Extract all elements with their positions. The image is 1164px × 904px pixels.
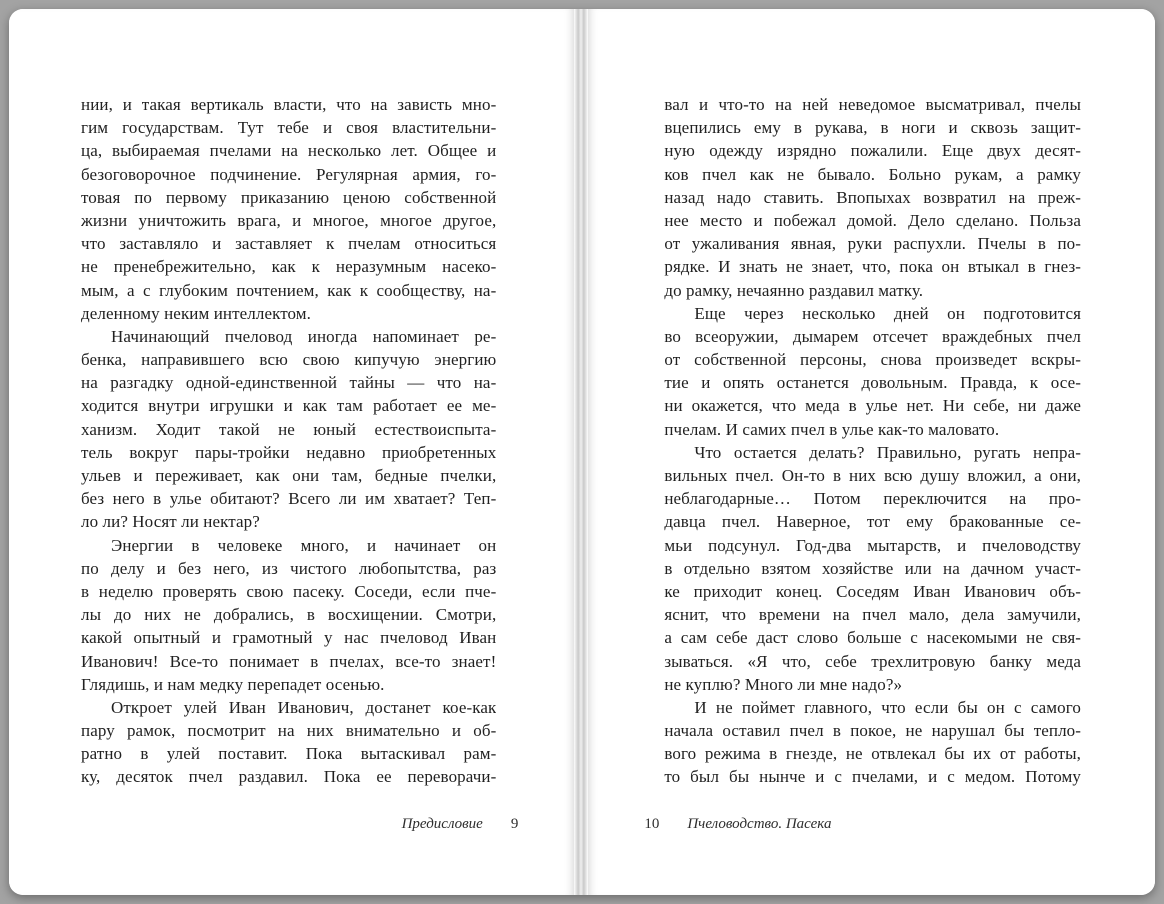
text-line: от собственной персоны, снова произведет вскры- <box>664 350 1082 370</box>
text-line: мым, а с глубоким почтением, как к сообществу, на- <box>81 280 497 300</box>
left-page <box>9 9 574 895</box>
left-page-text <box>81 93 496 789</box>
text-line: начала оставил пчел в покое, не нарушал бы тепло- <box>664 721 1082 741</box>
book-spread <box>9 9 1155 895</box>
text-line: нее место и побежал домой. Дело сделано. Польза <box>664 210 1082 230</box>
text-line: И не поймет главного, что если бы он с самого <box>694 697 1082 717</box>
text-line: то был бы нынче и с пчелами, и с медом. Потому <box>664 767 1082 787</box>
text-line: нии, и такая вертикаль власти, что на зависть мно- <box>81 95 497 114</box>
text-line: Энергии в человеке много, и начинает он <box>111 535 497 555</box>
text-line: ную одежду изрядно пожалили. Еще двух десят- <box>664 141 1082 161</box>
text-line: неблагодарные… Потом переключится на про- <box>664 489 1082 509</box>
text-line: вцепились ему в рукава, в ноги и сквозь защит- <box>664 118 1082 138</box>
text-line: Откроет улей Иван Иванович, достанет кое-как <box>111 697 497 717</box>
text-line: вильных пчел. Он-то в них всю душу вложил, а они, <box>664 466 1082 485</box>
right-page-footer <box>644 815 831 833</box>
text-line: ло ли? Носят ли нектар? <box>81 512 260 532</box>
text-line: пару рамок, посмотрит на них внимательно и об- <box>81 721 497 741</box>
left-footer-page-number: 9 <box>510 816 519 832</box>
text-line: во всеоружии, дымарем отсечет враждебных пчел <box>664 326 1082 346</box>
text-line: не пренебрежительно, как к неразумным насеко- <box>81 257 497 277</box>
text-line: ходится внутри игрушки и как там работает ее ме- <box>81 396 497 416</box>
left-footer-section-title: Предисловие <box>401 816 483 832</box>
text-line: Еще через несколько дней он подготовится <box>694 303 1082 323</box>
text-line: ков пчел как не бывало. Больно рукам, а рамку <box>664 164 1082 184</box>
text-line: лы до них не добрались, в восхищении. Смотри, <box>81 605 497 625</box>
text-line: до рамку, нечаянно раздавил матку. <box>664 280 924 300</box>
text-line: бенка, направившего всю свою кипучую энергию <box>81 350 497 370</box>
right-page <box>588 9 1155 895</box>
text-line: ратно в улей поставит. Пока вытаскивал рам- <box>81 744 497 764</box>
text-line: ханизм. Ходит такой не юный естествоиспыта- <box>81 419 497 439</box>
text-line: ке приходит конец. Соседям Иван Иванович объ- <box>664 581 1082 601</box>
text-line: товая по первому приказанию ценою собственной <box>81 187 497 207</box>
text-line: деленному неким интеллектом. <box>81 303 312 323</box>
text-line: Начинающий пчеловод иногда напоминает ре- <box>111 326 497 346</box>
text-line: ульев и переживает, как они там, бедные пчелки, <box>81 466 497 485</box>
text-line: в неделю проверять свою пасеку. Соседи, если пче- <box>81 581 497 601</box>
text-line: без него в улье обитают? Всего ли им хватает? Теп- <box>81 489 497 509</box>
text-line: тель вокруг пары-тройки недавно приобретенных <box>81 442 497 462</box>
text-line: жизни уничтожить врага, и многое, многое другое, <box>81 210 497 230</box>
text-line: пчелам. И самих пчел в улье как-то маловато. <box>664 419 1000 439</box>
right-page-text <box>664 93 1081 789</box>
text-line: мьи подсунул. Год-два мытарств, и пчеловодству <box>664 535 1082 555</box>
left-page-footer <box>402 815 519 833</box>
text-line: ца, выбираемая пчелами на несколько лет. Общее и <box>81 141 497 161</box>
text-line: ку, десяток пчел раздавил. Пока ее переворачи- <box>81 767 497 787</box>
text-line: назад надо ставить. Впопыхах возвратил на преж- <box>664 187 1082 207</box>
text-line: на разгадку одной-единственной тайны — что на- <box>81 373 497 393</box>
text-line: Иванович! Все-то понимает в пчелах, все-то знает! <box>81 651 497 671</box>
text-line: рядке. И знать не знает, что, пока он втыкал в гнез- <box>664 257 1082 277</box>
text-line: безоговорочное подчинение. Регулярная армия, го- <box>81 164 497 184</box>
text-line: от ужаливания явная, руки распухли. Пчелы в по- <box>664 234 1082 254</box>
right-footer-page-number: 10 <box>644 816 660 832</box>
text-line: Что остается делать? Правильно, ругать непра- <box>694 442 1082 462</box>
text-line: по делу и без него, из чистого любопытства, раз <box>81 558 497 578</box>
text-line: зываться. «Я что, себе трехлитровую банку меда <box>664 651 1082 671</box>
text-line: что заставляло и заставляет к пчелам относиться <box>81 234 497 254</box>
text-line: а сам себе даст слово больше с насекомыми не свя- <box>664 628 1082 648</box>
text-line: какой опытный и грамотный у нас пчеловод Иван <box>81 628 497 648</box>
text-line: не куплю? Много ли мне надо?» <box>664 674 903 694</box>
text-line: гим государствам. Тут тебе и своя властительни- <box>81 118 497 138</box>
text-line: ни окажется, что меда в улье нет. Ни себе, ни даже <box>664 396 1082 416</box>
text-line: яснит, что времени на пчел мало, дела замучили, <box>664 605 1082 625</box>
right-footer-book-title: Пчеловодство. Пасека <box>687 816 832 832</box>
text-line: тие и опять останется довольным. Правда, к осе- <box>664 373 1082 393</box>
text-line: давца пчел. Наверное, тот ему бракованные се- <box>664 512 1082 532</box>
book-spine-gutter <box>574 9 588 895</box>
text-line: Глядишь, и нам медку перепадет осенью. <box>81 674 385 694</box>
text-line: вого режима в гнезде, не отвлекал бы их от работы, <box>664 744 1082 764</box>
text-line: в отдельно взятом хозяйстве или на дачном участ- <box>664 558 1082 578</box>
text-line: вал и что-то на ней неведомое высматривал, пчелы <box>664 95 1082 114</box>
